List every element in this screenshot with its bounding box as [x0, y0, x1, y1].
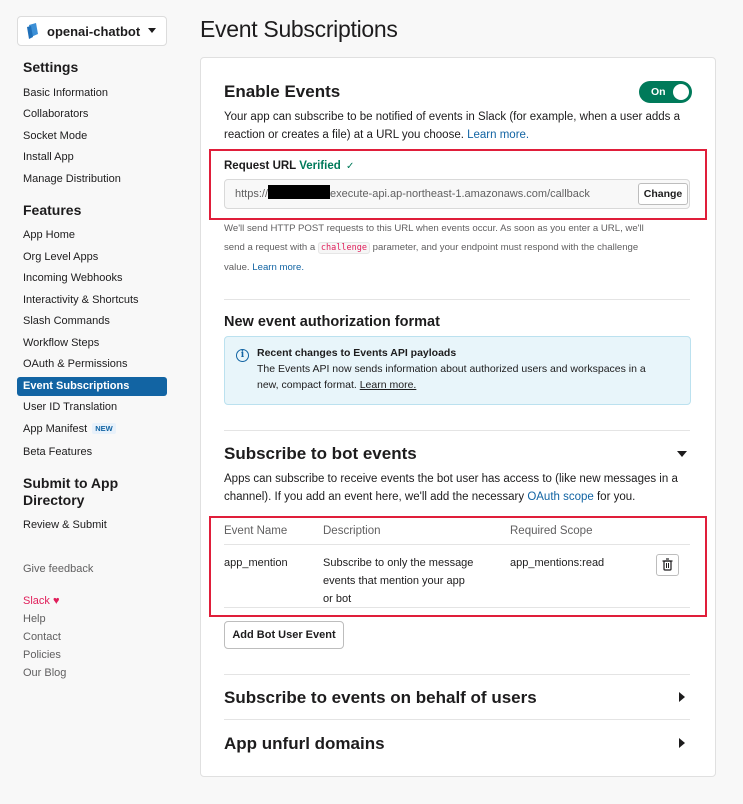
features-heading: Features [23, 202, 82, 218]
enable-events-description [224, 108, 694, 144]
event-description-line2: events that mention your app [323, 575, 465, 587]
table-header-divider [224, 544, 690, 545]
help-line1: We'll send HTTP POST requests to this URL when events occur. As soon as you enter a URL, we'll [224, 223, 644, 234]
info-line2 [257, 377, 687, 393]
add-bot-user-event-button[interactable]: Add Bot User Event [224, 621, 344, 649]
sidebar-item-event-subscriptions[interactable]: Event Subscriptions [17, 377, 167, 396]
request-url-input[interactable] [224, 179, 690, 209]
verified-status: Verified [299, 160, 341, 172]
event-description-line3: or bot [323, 593, 352, 605]
redacted-block [268, 185, 330, 199]
submit-heading [23, 475, 118, 509]
bot-events-desc-line1: Apps can subscribe to receive events the bot user has access to (like new messages in a [224, 473, 678, 485]
chevron-down-icon [148, 28, 156, 33]
settings-heading: Settings [23, 59, 79, 75]
caret-down-icon[interactable] [677, 451, 687, 457]
help-line3 [224, 258, 694, 277]
divider [224, 674, 690, 675]
sidebar-item-slash-commands[interactable]: Slash Commands [23, 315, 110, 327]
divider [224, 430, 690, 431]
trash-icon [657, 555, 678, 575]
bot-events-heading: Subscribe to bot events [224, 444, 417, 463]
request-url-label-text: Request URL [224, 160, 296, 172]
slack-link[interactable] [23, 593, 60, 609]
event-required-scope: app_mentions:read [510, 557, 605, 569]
event-name-app-mention[interactable]: app_mention [224, 557, 288, 569]
caret-right-icon[interactable] [679, 738, 685, 748]
sidebar-item-app-manifest[interactable] [17, 420, 167, 439]
app-logo-icon [26, 23, 40, 39]
enable-events-heading: Enable Events [224, 82, 341, 101]
sidebar-item-incoming-webhooks[interactable]: Incoming Webhooks [23, 272, 123, 284]
change-url-button[interactable]: Change [638, 183, 688, 205]
sidebar-item-basic-information[interactable]: Basic Information [23, 87, 108, 99]
help-line2-suffix: parameter, and your endpoint must respond with the challenge [369, 242, 639, 253]
enable-events-desc-text: reaction or creates a file) at a URL you choose. [224, 129, 468, 141]
sidebar-item-label: App Manifest [23, 423, 88, 435]
sidebar-item-install-app[interactable]: Install App [23, 151, 74, 163]
new-badge: NEW [92, 423, 116, 434]
sidebar-item-oauth-permissions[interactable]: OAuth & Permissions [23, 358, 128, 370]
learn-more-link[interactable]: Learn more. [467, 129, 530, 141]
sidebar-item-review-submit[interactable]: Review & Submit [23, 519, 107, 531]
request-url-label [224, 160, 354, 172]
help-line2 [224, 238, 694, 258]
column-header-event-name: Event Name [224, 525, 288, 537]
app-selector[interactable] [17, 16, 167, 46]
challenge-code: challenge [318, 242, 370, 254]
sidebar-item-app-home[interactable]: App Home [23, 229, 75, 241]
enable-events-toggle[interactable] [639, 81, 692, 103]
info-line1: The Events API now sends information about authorized users and workspaces in a [257, 363, 646, 375]
bot-events-desc-text: channel). If you add an event here, we'll add the necessary [224, 491, 528, 503]
submit-heading-line2: Directory [23, 492, 85, 508]
app-name: openai-chatbot [47, 23, 141, 39]
submit-heading-line1: Submit to App [23, 475, 119, 491]
url-suffix: execute-api.ap-northeast-1.amazonaws.com/callback [330, 188, 590, 200]
toggle-knob [673, 84, 689, 100]
sidebar-item-manage-distribution[interactable]: Manage Distribution [23, 173, 121, 185]
bot-events-description [224, 470, 699, 506]
bot-events-desc-line2 [224, 488, 699, 506]
help-line2-prefix: send a request with a [224, 242, 318, 253]
info-callout [224, 336, 691, 405]
event-description-line1: Subscribe to only the message [323, 557, 474, 569]
info-learn-more-link[interactable]: Learn more. [359, 379, 417, 391]
caret-right-icon[interactable] [679, 692, 685, 702]
sidebar-item-workflow-steps[interactable]: Workflow Steps [23, 337, 100, 349]
request-url-help [224, 219, 694, 277]
sidebar-item-collaborators[interactable]: Collaborators [23, 108, 89, 120]
info-text [257, 345, 687, 393]
sidebar-item-beta-features[interactable]: Beta Features [23, 446, 93, 458]
bot-events-desc-suffix: for you. [593, 491, 636, 503]
delete-event-button[interactable] [656, 554, 679, 576]
sidebar-item-user-id-translation[interactable]: User ID Translation [23, 401, 118, 413]
table-row-divider [224, 607, 690, 608]
enable-events-desc-line2 [224, 126, 694, 144]
help-learn-more-link[interactable]: Learn more. [252, 262, 305, 273]
slack-link-label: Slack [23, 595, 50, 607]
info-title: Recent changes to Events API payloads [257, 347, 457, 359]
enable-events-desc-line1: Your app can subscribe to be notified of events in Slack (for example, when a user adds a [224, 111, 681, 123]
divider [224, 299, 690, 300]
event-description [323, 554, 503, 608]
url-prefix: https:// [235, 188, 269, 200]
column-header-required-scope: Required Scope [510, 525, 593, 537]
sidebar-item-interactivity-shortcuts[interactable]: Interactivity & Shortcuts [23, 294, 139, 306]
help-link[interactable]: Help [23, 613, 46, 625]
sidebar [0, 0, 185, 804]
help-line3-prefix: value. [224, 262, 253, 273]
auth-format-heading: New event authorization format [224, 314, 440, 330]
info-line2-prefix: new, compact format. [257, 379, 360, 391]
check-icon: ✓ [345, 161, 355, 172]
event-subscriptions-card [200, 57, 716, 777]
policies-link[interactable]: Policies [23, 649, 61, 661]
info-icon: i [236, 349, 249, 362]
page-title: Event Subscriptions [200, 16, 398, 42]
oauth-scope-link[interactable]: OAuth scope [527, 491, 594, 503]
give-feedback-link[interactable]: Give feedback [23, 563, 94, 575]
sidebar-item-org-level-apps[interactable]: Org Level Apps [23, 251, 99, 263]
sidebar-item-socket-mode[interactable]: Socket Mode [23, 130, 88, 142]
divider [224, 719, 690, 720]
contact-link[interactable]: Contact [23, 631, 61, 643]
heart-icon: ♥ [52, 595, 60, 607]
unfurl-domains-heading[interactable]: App unfurl domains [224, 734, 385, 753]
column-header-description: Description [323, 525, 381, 537]
toggle-label: On [651, 86, 666, 98]
our-blog-link[interactable]: Our Blog [23, 667, 67, 679]
user-events-heading[interactable]: Subscribe to events on behalf of users [224, 688, 537, 707]
